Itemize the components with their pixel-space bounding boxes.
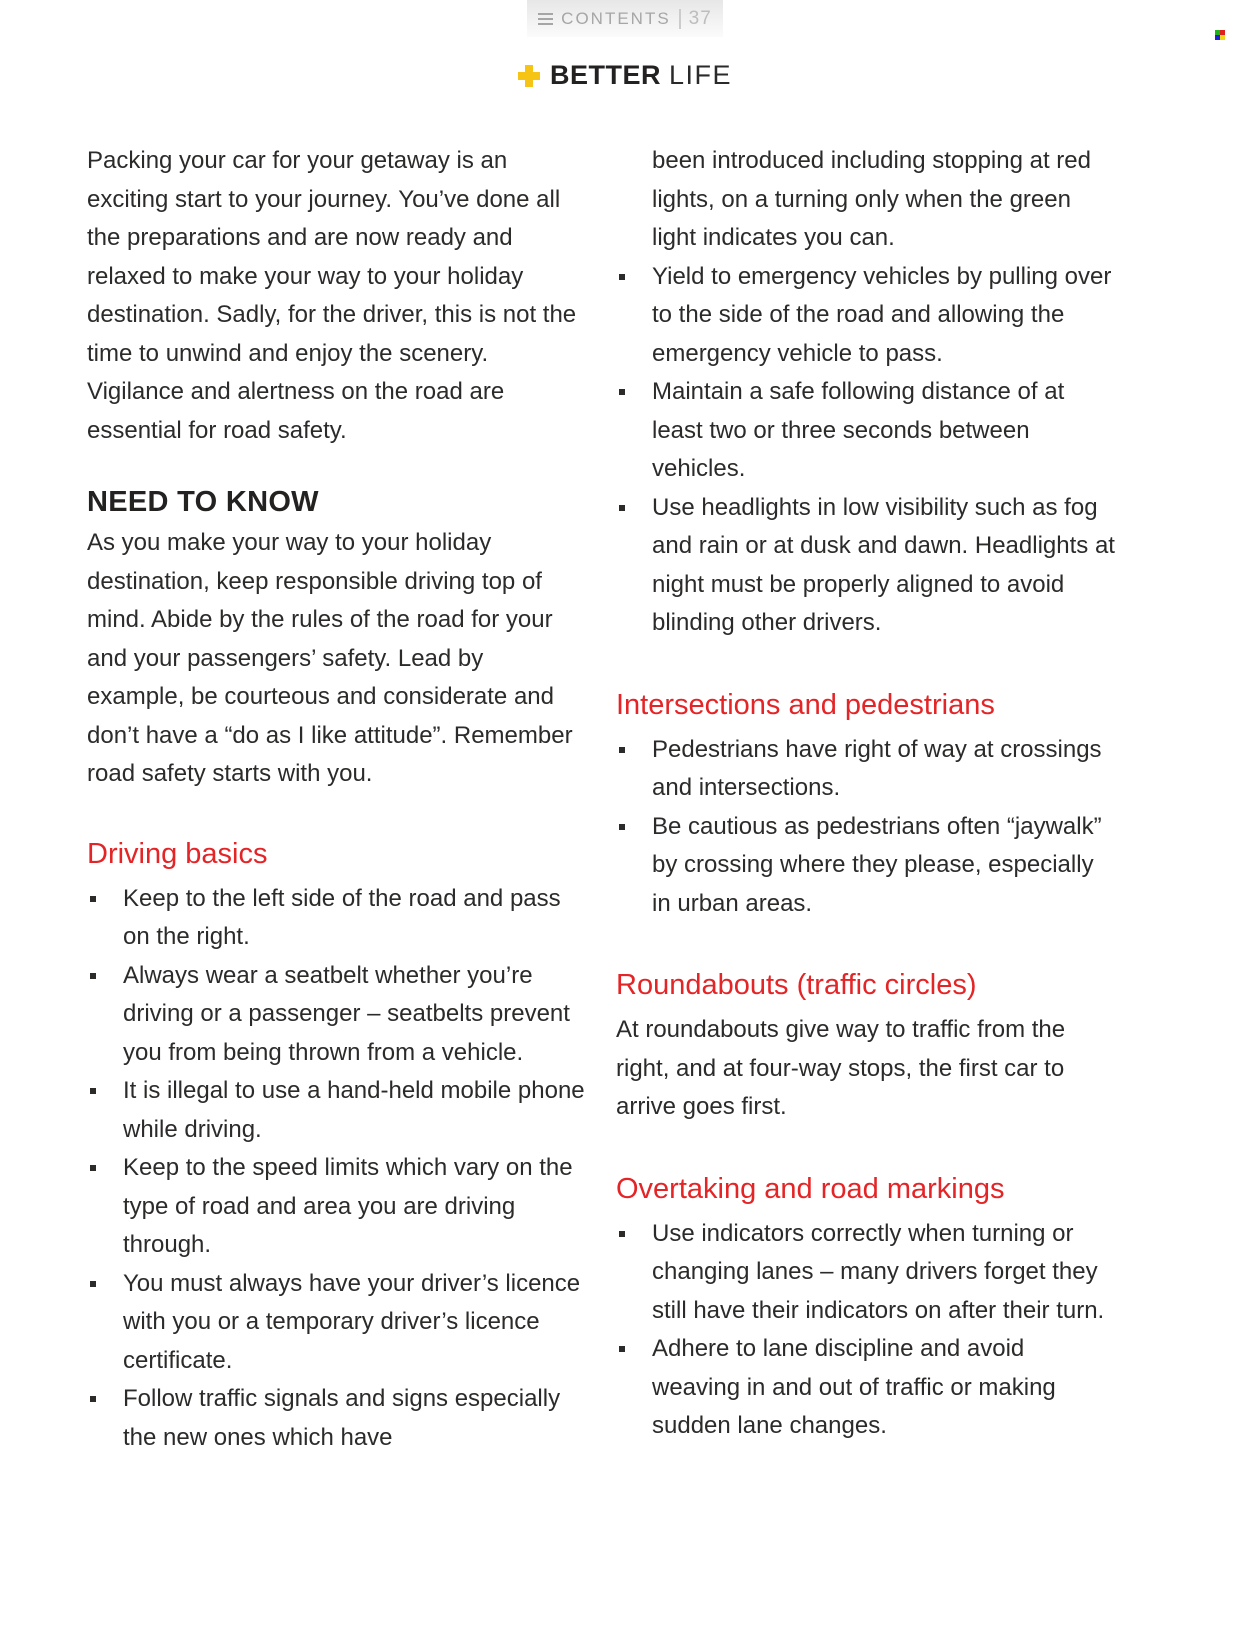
brand-name-light: LIFE [668,60,733,90]
list-item: Yield to emergency vehicles by pulling over to the side of the road and allowing the emergency vehicle to pass. [616,258,1115,374]
continuation-paragraph: been introduced including stopping at red lights, on a turning only when the green light indicates you can. [652,147,1091,251]
list-item: Be cautious as pedestrians often “jaywalk” by crossing where they please, especially in urban areas. [616,808,1115,924]
article-columns [87,142,1115,1457]
right-column [616,142,1115,1446]
driving-basics-heading: Driving basics [87,837,268,870]
driving-basics-list [87,880,586,1458]
list-item: Pedestrians have right of way at crossings and intersections. [616,731,1115,808]
overtaking-list [616,1215,1115,1446]
roundabouts-paragraph: At roundabouts give way to traffic from the right, and at four-way stops, the first car to arrive goes first. [616,1016,1066,1120]
brand-name-bold: BETTER [549,60,661,90]
page-number: 37 [688,7,712,29]
color-grid-icon [1215,30,1225,40]
intersections-list [616,731,1115,924]
intersections-heading: Intersections and pedestrians [616,688,995,721]
tab-divider [679,9,681,29]
list-item: Keep to the left side of the road and pass on the right. [87,880,586,957]
intro-paragraph: Packing your car for your getaway is an exciting start to your journey. You’ve done all the preparations and are now ready and relaxed to make your way to your holiday destination. Sadly, for the driver, this is not the time to unwind and enjoy the scenery. Vigilance and alertness on the road are essential for road safety. [87,147,577,444]
list-item: Use indicators correctly when turning or changing lanes – many drivers forget they still have their indicators on after their turn. [616,1215,1115,1331]
list-item: Maintain a safe following distance of at least two or three seconds between vehicles. [616,373,1115,489]
list-item: Adhere to lane discipline and avoid weaving in and out of traffic or making sudden lane changes. [616,1330,1115,1446]
need-to-know-heading: NEED TO KNOW [87,486,319,518]
left-column [87,142,586,1457]
brand-logo [0,60,1250,91]
road-rules-list [616,258,1115,643]
list-item: Follow traffic signals and signs especially the new ones which have [87,1380,586,1457]
list-item: Always wear a seatbelt whether you’re driving or a passenger – seatbelts prevent you from being thrown from a vehicle. [87,957,586,1073]
list-item: It is illegal to use a hand-held mobile phone while driving. [87,1072,586,1149]
list-item: Keep to the speed limits which vary on the type of road and area you are driving through. [87,1149,586,1265]
plus-icon [518,65,540,87]
contents-tab[interactable] [527,0,723,37]
list-item: Use headlights in low visibility such as fog and rain or at dusk and dawn. Headlights at night must be properly aligned to avoid blinding other drivers. [616,489,1115,643]
roundabouts-heading: Roundabouts (traffic circles) [616,969,977,1001]
hamburger-icon [538,13,553,25]
list-item: You must always have your driver’s licence with you or a temporary driver’s licence certificate. [87,1265,586,1381]
contents-label: CONTENTS [561,8,671,28]
color-grid-cell [1220,35,1225,40]
overtaking-heading: Overtaking and road markings [616,1172,1005,1205]
need-to-know-paragraph: As you make your way to your holiday destination, keep responsible driving top of mind. Abide by the rules of the road for your and your passengers’ safety. Lead by example, be courteous and considerate and don’t have a “do as I like attitude”. Remember road safety starts with you. [87,529,573,787]
